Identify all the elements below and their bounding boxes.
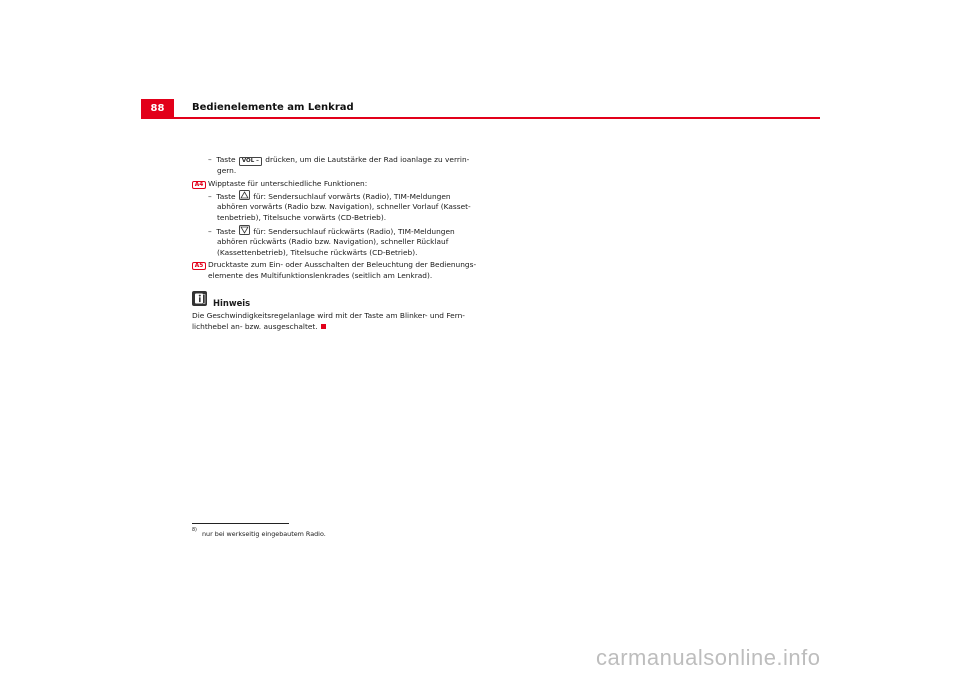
vol-item-line2: gern.	[217, 166, 237, 175]
down-after: für: Sendersuchlauf rückwärts (Radio), TIM-Meldungen	[253, 227, 455, 236]
vol-minus-key: VOL –	[239, 157, 262, 166]
callout-badge-a5: A5	[192, 262, 206, 270]
note-line2	[192, 321, 326, 333]
a5-line2: elemente des Multifunktionslenkrades (seitlich am Lenkrad).	[208, 271, 433, 280]
up-after: für: Sendersuchlauf vorwärts (Radio), TIM-Meldungen	[253, 192, 451, 201]
up-before: Taste	[216, 192, 236, 201]
down-dash: –	[208, 227, 212, 236]
a4-text: Wipptaste für unterschiedliche Funktionen:	[208, 179, 368, 188]
footnote-marker: 8)	[192, 528, 197, 533]
a5-line1: Drucktaste zum Ein- oder Ausschalten der Beleuchtung der Bedienungs-	[208, 260, 477, 269]
note-line2-text: lichthebel an- bzw. ausgeschaltet.	[192, 322, 318, 331]
footnote-text: nur bei werkseitig eingebautem Radio.	[202, 530, 326, 538]
down-item-line3: (Kassettenbetrieb), Titelsuche rückwärts (CD-Betrieb).	[217, 248, 418, 257]
up-arrow-key-icon	[239, 190, 250, 200]
up-item-line3: tenbetrieb), Titelsuche vorwärts (CD-Betrieb).	[217, 213, 387, 222]
vol-dash: –	[208, 155, 212, 164]
section-end-marker	[321, 324, 326, 329]
vol-after: drücken, um die Lautstärke der Rad ioanlage zu verrin-	[265, 155, 470, 164]
down-arrow-key-icon	[239, 225, 250, 235]
note-line1: Die Geschwindigkeitsregelanlage wird mit der Taste am Blinker- und Fern-	[192, 311, 465, 320]
callout-badge-a4: A4	[192, 181, 206, 189]
up-dash: –	[208, 192, 212, 201]
info-note-icon	[192, 291, 207, 306]
up-item-line2: abhören vorwärts (Radio bzw. Navigation), schneller Vorlauf (Kasset-	[217, 202, 471, 211]
vol-item-line1	[208, 154, 469, 166]
note-title: Hinweis	[213, 298, 251, 308]
page-number: 88	[141, 99, 174, 118]
down-item-line2: abhören rückwärts (Radio bzw. Navigation), schneller Rücklauf	[217, 237, 449, 246]
vol-before: Taste	[216, 155, 236, 164]
down-before: Taste	[216, 227, 236, 236]
header-rule	[141, 117, 820, 119]
watermark: carmanualsonline.info	[596, 645, 821, 670]
page-title: Bedienelemente am Lenkrad	[192, 102, 354, 113]
footnote-rule	[192, 523, 289, 524]
